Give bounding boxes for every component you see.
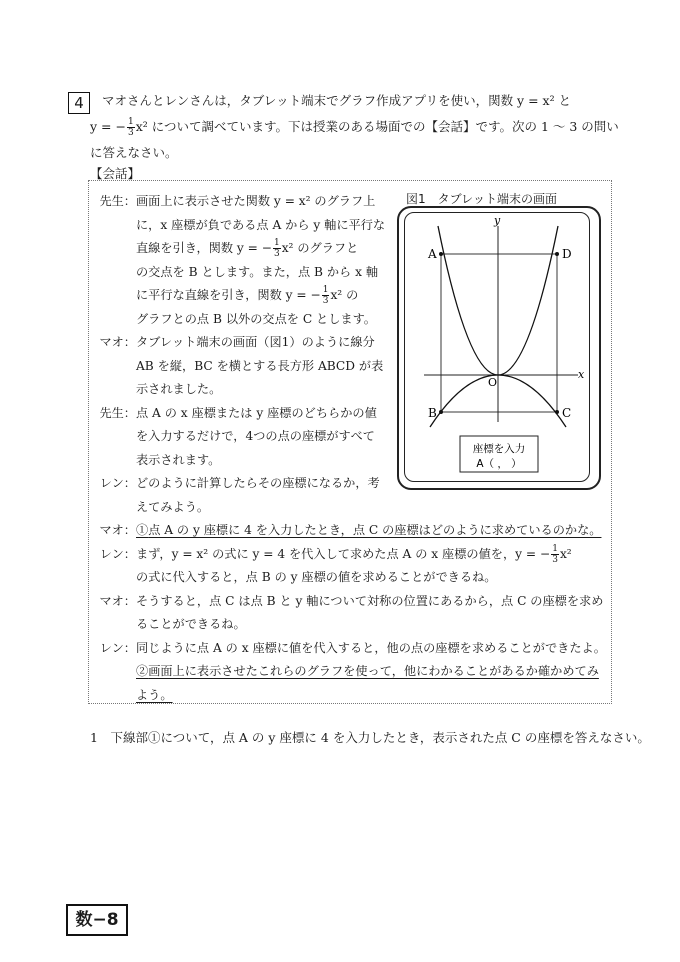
rectangle-abcd [441,254,557,412]
label-d: D [562,247,572,261]
fraction: $\frac{1}{3}$ [127,117,134,138]
label-b: B [428,406,437,420]
intro-line-2-pre: y = − [90,119,126,134]
speaker-ren: レン： [99,546,136,561]
figure-title: 図1 タブレット端末の画面 [406,192,558,206]
input-label: 座標を入力 [472,443,526,455]
speaker-mao: マオ： [99,593,136,608]
intro-line-2-post: x² について調べています。下は授業のある場面での【会話】です。次の 1 〜 3 の問い [135,119,619,134]
label-a: A [428,247,437,261]
dialogue-line: 先生：画面上に表示させた関数 y = x² のグラフ上 [94,190,385,214]
kaiwa-label: 【会話】 [90,166,141,181]
dialogue-line: マオ：タブレット端末の画面（図1）のように線分 [94,331,385,355]
speaker-mao: マオ： [99,523,136,537]
dialogue-line: AB を縦，BC を横とする長方形 ABCD が表 [136,358,384,373]
page-label: 数−8 [66,904,128,936]
speaker-teacher: 先生： [99,405,136,420]
label-c: C [562,406,572,420]
speaker-ren: レン： [99,476,136,490]
dialogue-lower [94,519,606,707]
dialogue-line: 直線を引き，関数 y = − $\frac{1}{3}$ x² のグラフと [136,238,359,259]
dialogue-line: に平行な直線を引き，関数 y = − $\frac{1}{3}$ x² の [136,285,359,306]
intro-line-2 [90,114,619,140]
dialogue-line: よう。 [136,687,173,702]
speaker-mao: マオ： [99,335,136,349]
dialogue-line: を入力するだけで，4つの点の座標がすべて [136,429,375,443]
dialogue-line: の交点を B とします。また，点 B から x 軸 [136,264,379,279]
underline-2: ②画面上に表示させたこれらのグラフを使って，他にわかることがあるか確かめてみ [136,664,599,678]
speaker-ren: レン： [99,640,136,655]
dialogue-line: 先生：点 A の x 座標または y 座標のどちらかの値 [94,402,385,426]
dialogue-line: 表示されます。 [136,452,221,467]
dialogue-line: えてみよう。 [136,499,210,514]
dialogue-line [94,660,606,684]
input-value[interactable]: A（ ， ） [476,458,522,470]
dialogue-line: レン：まず，y = x² の式に y = 4 を代入して求めた点 A の x 座標の値を，y = − $\frac{1}{3}$ x² [94,543,606,567]
dialogue-line: グラフとの点 B 以外の交点を C とします。 [136,311,376,326]
underline-1: ①点 A の y 座標に 4 を入力したとき，点 C の座標はどのように求めているのかな。 [136,523,602,537]
dialogue-left [94,190,385,519]
point-b [439,410,443,414]
point-a [439,252,443,256]
question-1: 1 下線部①について，点 A の y 座標に 4 を入力したとき，表示された点 C の座標を答えなさい。 [90,730,650,745]
dialogue-line: の式に代入すると，点 B の y 座標の値を求めることができるね。 [136,570,497,584]
point-c [555,410,559,414]
dialogue-line: レン：どのように計算したらその座標になるか，考 [94,472,385,496]
label-x-axis: x [578,368,585,381]
question-number: 4 [68,92,90,114]
dialogue-line: に，x 座標が負である点 A から y 軸に平行な [136,217,386,232]
intro-line-3: に答えなさい。 [90,145,178,160]
point-d [555,252,559,256]
dialogue-line: レン：同じように点 A の x 座標に値を代入すると，他の点の座標を求めることができたよ。 [94,637,606,661]
dialogue-line [94,519,606,543]
intro-line-1: マオさんとレンさんは，タブレット端末でグラフ作成アプリを使い，関数 y = x² と [102,93,572,108]
dialogue-line: マオ：そうすると，点 C は点 B と y 軸について対称の位置にあるから，点 C の座標を求め [94,590,606,614]
speaker-teacher: 先生： [99,194,136,208]
label-o: O [488,376,498,389]
graph-figure [404,212,588,480]
dialogue-line: 示されました。 [136,382,222,396]
label-y-axis: y [494,214,501,227]
dialogue-line: ることができるね。 [136,617,246,631]
